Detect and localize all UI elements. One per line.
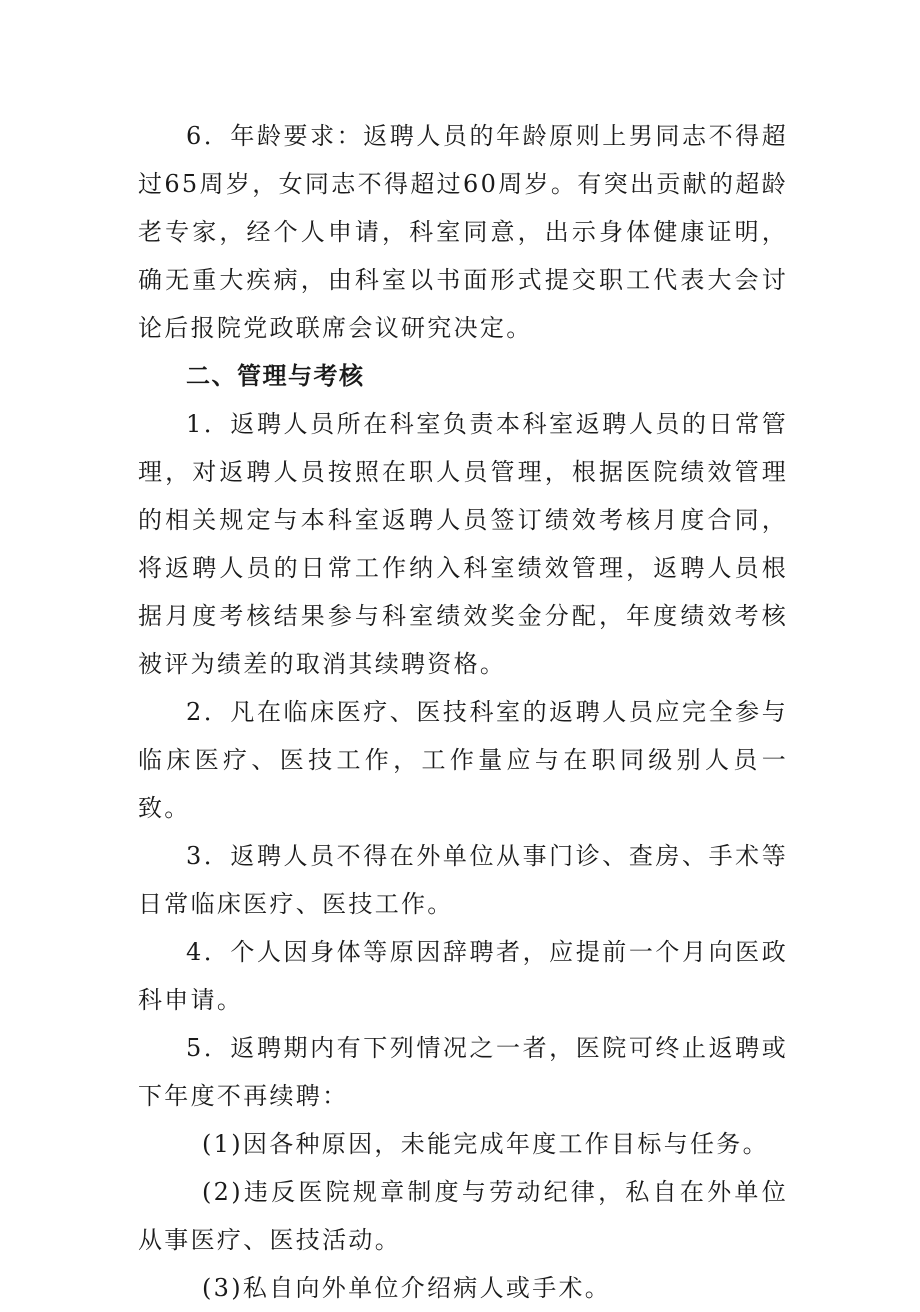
paragraph-management-5: 5．返聘期内有下列情况之一者，医院可终止返聘或下年度不再续聘： — [138, 1034, 788, 1110]
list-item-3: (3)私自向外单位介绍病人或手术。 — [202, 1274, 612, 1302]
paragraph-management-4: 4．个人因身体等原因辞聘者，应提前一个月向医政科申请。 — [138, 938, 788, 1014]
list-item-1: (1)因各种原因，未能完成年度工作目标与任务。 — [202, 1130, 769, 1158]
section-heading-management: 二、管理与考核 — [186, 362, 365, 390]
paragraph-management-2: 2．凡在临床医疗、医技科室的返聘人员应完全参与临床医疗、医技工作，工作量应与在职同级别人员一致。 — [138, 698, 788, 822]
paragraph-age-requirement: 6．年龄要求：返聘人员的年龄原则上男同志不得超过65周岁，女同志不得超过60周岁。有突出贡献的超龄老专家，经个人申请，科室同意，出示身体健康证明，确无重大疾病，由科室以书面形式提交职工代表大会讨论后报院党政联席会议研究决定。 — [138, 122, 788, 342]
paragraph-management-3: 3．返聘人员不得在外单位从事门诊、查房、手术等日常临床医疗、医技工作。 — [138, 842, 788, 918]
document-body — [138, 112, 788, 1312]
list-item-2: (2)违反医院规章制度与劳动纪律，私自在外单位从事医疗、医技活动。 — [138, 1178, 788, 1254]
paragraph-management-1: 1．返聘人员所在科室负责本科室返聘人员的日常管理，对返聘人员按照在职人员管理，根据医院绩效管理的相关规定与本科室返聘人员签订绩效考核月度合同，将返聘人员的日常工作纳入科室绩效管理，返聘人员根据月度考核结果参与科室绩效奖金分配，年度绩效考核被评为绩差的取消其续聘资格。 — [138, 410, 788, 678]
